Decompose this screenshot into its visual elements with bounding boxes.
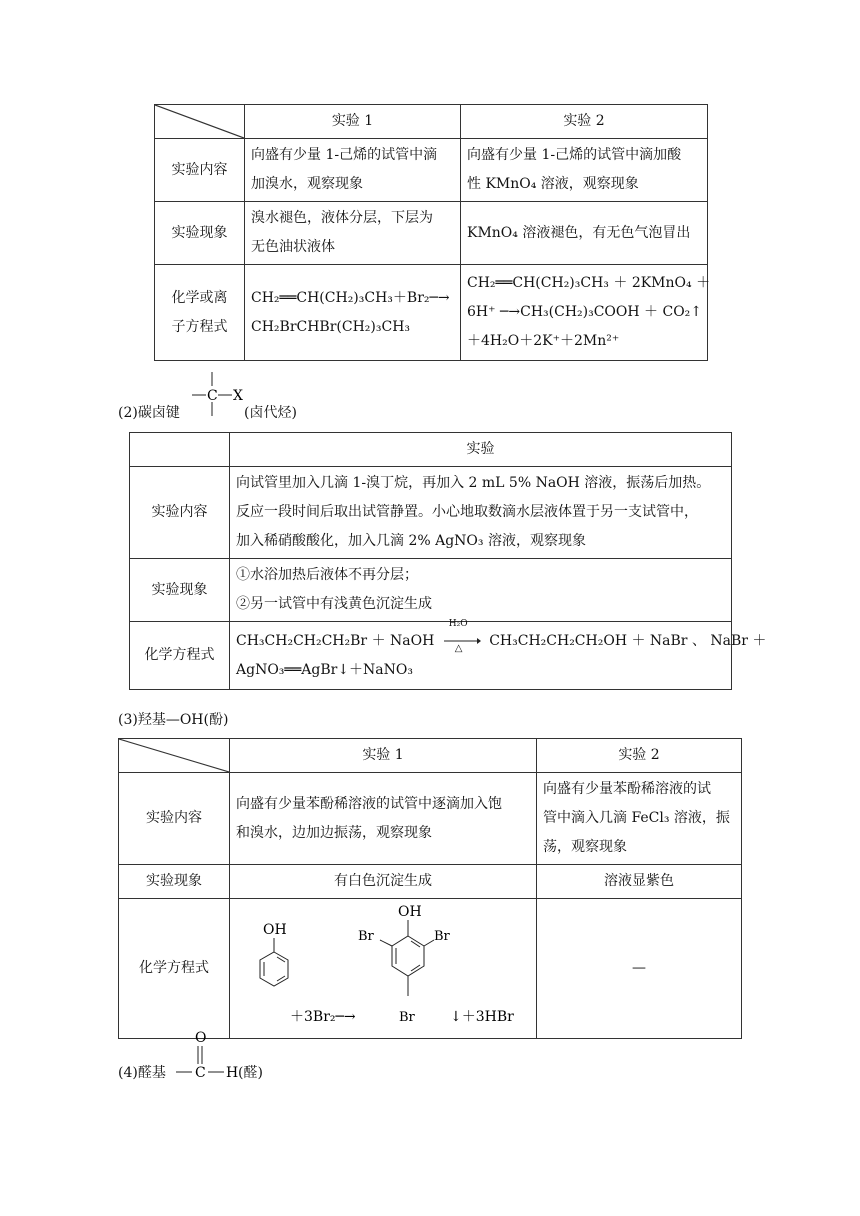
section2-heading (118, 370, 418, 422)
exp1-observation: 溴水褪色，液体分层，下层为 无色油状液体 (245, 202, 461, 265)
table-corner-cell (155, 105, 245, 139)
row-label: 实验现象 (130, 559, 230, 622)
section4-heading (118, 1026, 358, 1086)
row-label: 化学方程式 (130, 622, 230, 690)
header-exp1: 实验 1 (245, 105, 461, 139)
header-exp2: 实验 2 (461, 105, 708, 139)
exp1-content: 向盛有少量 1-己烯的试管中滴 加溴水，观察现象 (245, 139, 461, 202)
row-label: 实验现象 (155, 202, 245, 265)
section2-suffix: (卤代烃) (244, 405, 297, 421)
product-benzene-ring (392, 936, 424, 976)
row-label: 实验现象 (119, 865, 230, 899)
br-bottom-label: Br (399, 1009, 415, 1025)
exp2-content: 向盛有少量苯酚稀溶液的试 管中滴入几滴 FeCl₃ 溶液，振 荡，观察现象 (537, 773, 742, 865)
diagonal-line (119, 739, 229, 772)
exp1-content: 向盛有少量苯酚稀溶液的试管中逐滴加入饱 和溴水，边加边振荡，观察现象 (230, 773, 537, 865)
header-exp2: 实验 2 (537, 739, 742, 773)
atom-hydrogen: H (226, 1065, 239, 1081)
product-oh-label: OH (398, 903, 422, 920)
equation-right: CH₃CH₂CH₂CH₂OH ＋ NaBr 、 NaBr ＋ (489, 632, 767, 649)
exp-content: 向试管里加入几滴 1-溴丁烷，再加入 2 mL 5% NaOH 溶液，振荡后加热。 反应一段时间后取出试管静置。小心地取数滴水层液体置于另一支试管中， 加入稀硝酸酸化，加入几滴 2% AgNO₃ 溶液，观察现象 (230, 467, 732, 559)
phenol-bromination-equation (230, 900, 535, 1038)
atom-halogen: X (233, 388, 243, 404)
arrow-bottom-label: △ (454, 642, 463, 654)
condition-arrow (443, 618, 481, 654)
row-label: 化学方程式 (119, 899, 230, 1039)
carbon-halogen-structure (190, 370, 250, 420)
arrow-top-label: H₂O (448, 618, 468, 629)
exp1-equation: CH₂══CH(CH₂)₃CH₃＋Br₂─→ CH₂BrCHBr(CH₂)₃CH₃ (245, 265, 461, 361)
exp2-equation: CH₂══CH(CH₂)₃CH₃ ＋ 2KMnO₄ ＋ 6H⁺ ─→CH₃(CH₂)₃COOH ＋ CO₂↑ ＋4H₂O＋2K⁺＋2Mn²⁺ (461, 265, 708, 361)
section4-suffix: (醛) (238, 1065, 263, 1081)
header-exp1: 实验 1 (230, 739, 537, 773)
diagonal-line (155, 105, 244, 138)
table-haloalkane (129, 432, 767, 690)
table-corner-cell (119, 739, 230, 773)
aldehyde-group-structure (170, 1026, 280, 1084)
equation-line2: AgNO₃══AgBr↓＋NaNO₃ (236, 661, 413, 678)
exp2-observation: 溶液显紫色 (537, 865, 742, 899)
row-label: 实验内容 (155, 139, 245, 202)
exp2-equation: — (537, 899, 742, 1039)
row-label: 实验内容 (130, 467, 230, 559)
exp1-observation: 有白色沉淀生成 (230, 865, 537, 899)
exp2-content: 向盛有少量 1-己烯的试管中滴加酸 性 KMnO₄ 溶液，观察现象 (461, 139, 708, 202)
br-right-label: Br (434, 928, 450, 944)
section2-prefix: (2)碳卤键 (118, 405, 180, 421)
reagent-text: ＋3Br₂─→ (290, 1008, 356, 1025)
table-corner-cell (130, 433, 230, 467)
row-label: 化学或离 子方程式 (155, 265, 245, 361)
exp1-equation (230, 899, 537, 1039)
br-left-label: Br (358, 928, 374, 944)
equation-left: CH₃CH₂CH₂CH₂Br ＋ NaOH (236, 632, 435, 649)
section4-prefix: (4)醛基 (118, 1065, 166, 1081)
exp-observation: ①水浴加热后液体不再分层； ②另一试管中有浅黄色沉淀生成 (230, 559, 732, 622)
exp2-observation: KMnO₄ 溶液褪色，有无色气泡冒出 (461, 202, 708, 265)
equation-tail: ↓＋3HBr (450, 1008, 514, 1025)
exp-equation (230, 618, 767, 690)
atom-oxygen: O (195, 1030, 207, 1046)
table-alkene (154, 104, 711, 361)
table-phenol (118, 738, 742, 1039)
atom-carbon: C (195, 1065, 206, 1081)
phenol-oh-label: OH (263, 921, 287, 938)
row-label: 实验内容 (119, 773, 230, 865)
atom-carbon: C (207, 388, 218, 404)
header-exp: 实验 (230, 433, 732, 467)
section3-heading: (3)羟基—OH(酚) (118, 712, 229, 728)
